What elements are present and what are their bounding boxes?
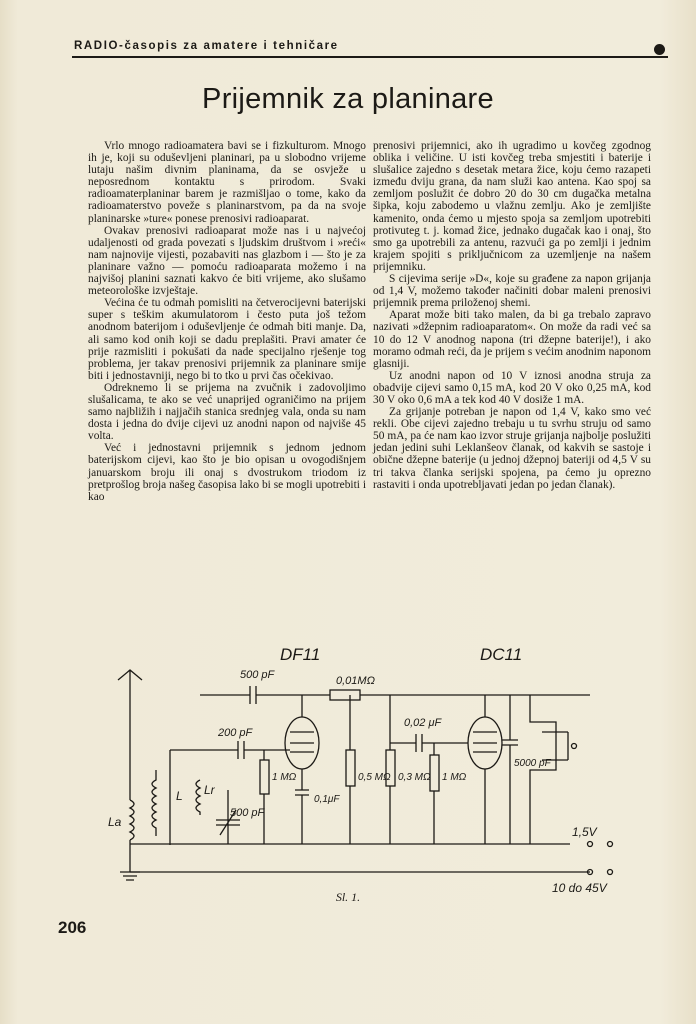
- r03m-label: 0,3 MΩ: [398, 772, 431, 783]
- r1m-a-label: 1 MΩ: [272, 772, 297, 783]
- v-heat-label: 1,5V: [572, 825, 597, 839]
- page-number: 206: [58, 918, 87, 937]
- la-label: La: [108, 815, 122, 829]
- header-bullet: [654, 44, 665, 55]
- v-anode-label: 10 do 45V: [552, 881, 607, 895]
- paragraph: Za grijanje potreban je napon od 1,4 V, kako smo već rekli. Obe cijevi zajedno trebaju u tu svrhu struju od samo 50 mA, pa će nam kao izvor struje grijanja najbolje poslužiti jedan jedini suhi Leklanšeov članak, od kakvih se sastoje i obične džepne baterije (u jednoj džepnoj bateriji od 4,5 V su tri takva članka serijski spojena, pa ćemo ju oprezno rastaviti i onda upotrebljavati jedan po jedan članak).: [373, 406, 651, 491]
- tube2-label: DC11: [480, 645, 523, 664]
- c002-label: 0,02 μF: [404, 717, 442, 729]
- l-label: L: [176, 789, 183, 803]
- lr-label: Lr: [204, 783, 215, 797]
- left-column: [88, 140, 366, 503]
- paragraph: S cijevima serije »D«, koje su građene za napon grijanja od 1,4 V, možemo također načiniti dobar maleni prenosivi prijemnik prema priloženoj shemi.: [373, 273, 651, 310]
- c500pf-top-label: 500 pF: [240, 669, 275, 681]
- article-title: Prijemnik za planinare: [202, 83, 494, 115]
- paragraph: Aparat može biti tako malen, da bi ga trebalo zapravo nazivati »džepnim radioaparatom«. On može da radi već sa 10 do 12 V anodnog napona (tri džepne baterije!), i ako moramo odmah reći, da je prijem s većim anodnim naponom glasniji.: [373, 309, 651, 370]
- c200pf-label: 200 pF: [218, 727, 253, 739]
- paragraph: prenosivi prijemnici, ako ih ugradimo u kovčeg zgodnog oblika i veličine. U isti kovčeg treba smjestiti i baterije i slušalice zajedno s desetak metara žice, koju ćemo razapeti između dviju grana, da nam služi kao antena. Kao spoj sa zemljom poslužit će dobro 20 do 30 cm dugačka metalna šipka, koju zabodemo u vlažnu zemlju. Ako je zemljište kamenito, onda ćemo u mjesto spoja sa zemljom upotrebiti protivuteg t. j. komad žice, jednako dugačak kao i onaj, što smo ga upotrebili za antenu, razvući ga po zemlji i jednim krajem spojiti s priključnicom za uzemljenje na našem prijemniku.: [373, 140, 651, 273]
- c01-label: 0,1μF: [314, 794, 340, 805]
- paragraph: Odreknemo li se prijema na zvučnik i zadovoljimo slušalicama, te ako se već unaprijed ograničimo na prijem samo najbližih i najjačih stanica srednjeg vala, onda su nam dosta i jedna do dvije cijevi uz anodni napon od najviše 45 volta.: [88, 381, 366, 443]
- r05m-label: 0,5 MΩ: [358, 772, 391, 783]
- r001-label: 0,01MΩ: [336, 675, 375, 687]
- header-rule: [72, 56, 668, 58]
- r1m-b-label: 1 MΩ: [442, 772, 467, 783]
- c500pf-var-label: 500 pF: [230, 807, 265, 819]
- circuit-schematic: [90, 640, 670, 910]
- c5000-label: 5000 pF: [514, 758, 551, 769]
- paragraph: Ovakav prenosivi radioaparat može nas i u najvećoj udaljenosti od grada povezati s ljudskim društvom i »reći« nam najnovije vijesti, pozabaviti nas glazbom i — što je za planinare važno — pomoću radioaparata možemo i na najvišoj planini saznati kakvo će biti vrijeme, ako slušamo meteorološke izvještaje.: [88, 224, 366, 298]
- magazine-header: RADIO-časopis za amatere i tehničare: [74, 40, 339, 52]
- paragraph: Vrlo mnogo radioamatera bavi se i fizkulturom. Mnogo ih je, koji su oduševljeni planinari, pa u slobodno vrijeme lutaju našim divnim planinama, da se osvježe u neposrednom kontaktu s prirodom. Svaki radioamaterplaninar barem je razmišljao o tome, kako da radioamaterstvo poveže s planinarstvom, pa da na svoje planinarske »ture« ponese prenosivi radioaparat.: [88, 140, 366, 225]
- tube1-label: DF11: [280, 645, 321, 664]
- right-column: [373, 140, 651, 491]
- paragraph: Većina će tu odmah pomisliti na četverocijevni baterijski super s teškim akumulatorom i često puta još težom anodnom baterijom i oduševljenje će odmah biti manje. Da, ali samo kod onih koji se dadu preplašiti. Pravi amater će prije razmisliti i pokušati da nade specijalno rješenje tog problema, jer takav prenosivi prijemnik za planinare smije biti i jednostavniji, nego bi to tko u prvi čas očekivao.: [88, 297, 366, 382]
- paragraph: Već i jednostavni prijemnik s jednom jednom baterijskom cijevi, kao što je bio opisan u ovogodišnjem januarskom broju ili onaj s dvostrukom triodom iz pretprošlog broja našeg časopisa lako bi se mogli upotrebiti i kao: [88, 442, 366, 503]
- figure-caption: Sl. 1.: [335, 890, 361, 904]
- paragraph: Uz anodni napon od 10 V iznosi anodna struja za obadvije cijevi samo 0,15 mA, kod 20 V oko 0,25 mA, kod 30 V oko 0,6 mA a tek kod 40 V dosiže 1 mA.: [373, 369, 651, 406]
